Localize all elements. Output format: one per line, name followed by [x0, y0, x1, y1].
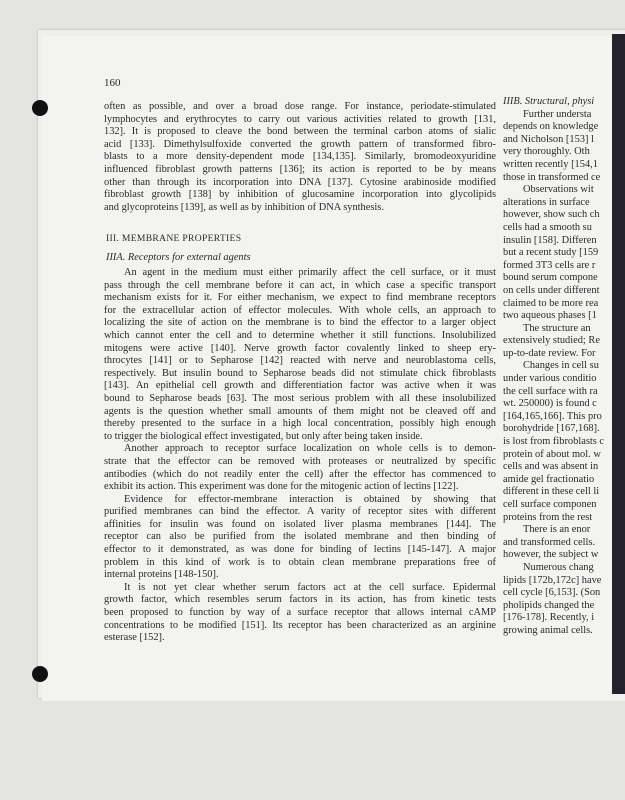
text-line: often as possible, and over a broad dose range. For instance, periodate-stimulated — [104, 101, 496, 112]
text-line: Further understa — [523, 108, 592, 120]
text-line: cells and was absent in — [503, 461, 599, 473]
text-line: and transformed cells. — [503, 536, 596, 548]
text-line: effector to it demonstrated, as was done for binding of lectins [145-147]. A major — [104, 544, 496, 556]
text-line: amide gel fractionatio — [503, 473, 595, 485]
text-line: problem in this kind of work is to obtain clean membrane preparations free of — [104, 556, 496, 568]
text-line: on cells under different — [503, 284, 600, 296]
text-line: influenced fibroblast growth patterns [136]; its action is reported to be by means — [104, 163, 496, 175]
text-line: but a recent study [159 — [503, 247, 599, 259]
text-line: to trigger the biological effect investigated, but only after being taken inside. — [104, 430, 423, 442]
text-line: which cannot enter the cell and to determine whether it still functions. Insolubilized — [104, 329, 496, 341]
text-line: internal proteins [148-150]. — [104, 569, 219, 581]
text-line: however, the subject w — [503, 549, 599, 561]
text-line: respectively. But insulin bound to Sepharose beads did not stimulate chick fibroblasts — [104, 367, 496, 379]
text-line: written recently [154,1 — [503, 158, 598, 170]
text-line: localizing the site of action on the membrane is to bind the effector to a larger object — [104, 317, 496, 329]
text-line: bound to Sepharose beads [63]. The most serious problem with all these insolubilized — [104, 392, 496, 404]
text-line: blasts to a more density-dependent mode [134,135]. Similarly, bromodeoxyuridine — [104, 151, 496, 163]
text-line: Evidence for effector-membrane interaction is obtained by showing that — [124, 493, 496, 505]
text-line: other than through its incorporation into DNA [137]. Cytosine arabinoside modified — [104, 176, 496, 188]
text-line: pass through the cell membrane before it can act, in which case a specific transport — [104, 279, 496, 291]
text-line: An agent in the medium must either primarily affect the cell surface, or it must — [124, 267, 496, 278]
text-line: the cell surface with ra — [503, 385, 598, 397]
right-column-text — [503, 96, 613, 638]
text-line: however, show such ch — [503, 209, 600, 221]
text-line: purified membranes can bind the effector. A varity of receptor sites with different — [104, 506, 496, 518]
text-line: growth factor, which resembles serum factors in its action, has from kinetic tests — [104, 594, 496, 606]
page-number: 160 — [104, 77, 121, 89]
text-line: [176-178]. Recently, i — [503, 612, 595, 624]
text-line: extensively studied; Re — [503, 335, 600, 347]
text-line: affinities for insulin was found on isolated liver plasma membranes [144]. The — [104, 518, 496, 530]
text-line: acid [133]. Dimethylsulfoxide converted the growth pattern of transformed fibro- — [104, 138, 496, 150]
text-line: been proposed to function by way of a surface receptor that allows internal cAMP — [104, 607, 496, 619]
binder-hole-top — [32, 100, 48, 116]
text-line: Observations wit — [523, 184, 594, 196]
text-line: borohydride [167,168]. — [503, 423, 600, 435]
text-line: bound serum compone — [503, 272, 598, 284]
text-line: There is an enor — [523, 524, 591, 536]
text-line: and glycoproteins [139], as well as by inhibition of DNA synthesis. — [104, 201, 384, 213]
text-line: [143]. An epithelial cell growth and differentiation factor was active when it was — [104, 380, 496, 392]
text-line: under various conditio — [503, 373, 597, 385]
text-line: mechanism exists for it. For either mechanism, we expect to find membrane receptors — [104, 292, 496, 304]
text-line: alterations in surface — [503, 196, 590, 208]
text-line: those in transformed ce — [503, 171, 601, 183]
text-line: lipids [172b,172c] have — [503, 574, 602, 586]
text-line: growing animal cells. — [503, 624, 593, 636]
text-line: [164,165,166]. This pro — [503, 410, 602, 422]
text-line: very thoroughly. Oth — [503, 146, 590, 158]
text-line: up-to-date review. For — [503, 347, 596, 359]
text-line: pholipids changed the — [503, 599, 595, 611]
text-line: thereby presented to the surface in a high local concentration, possibly high enough — [104, 418, 496, 430]
body-text — [104, 267, 496, 645]
text-line: fibroblast growth [138] by inhibition of glucosamine incorporation into glycolipids — [104, 189, 496, 201]
text-line: exhibit its action. This experiment was done for the mitogenic action of lectins [122]. — [104, 481, 459, 493]
text-line: protein of about mol. w — [503, 448, 601, 460]
text-line: cell surface componen — [503, 499, 597, 510]
text-line: esterase [152]. — [104, 632, 165, 644]
text-line: 132]. It is proposed to cleave the bond between the terminal carbon atoms of sialic — [104, 126, 496, 138]
text-line: IIIB. Structural, physi — [503, 96, 595, 107]
text-line: lymphocytes and erythrocytes to carry out various activities related to growth [131, — [104, 113, 496, 125]
text-line: different in these cell li — [503, 486, 600, 498]
intro-paragraph — [104, 101, 496, 214]
text-line: throcytes [141] or to Sepharose [142] reacted with nerve and neuroblastoma cells, — [104, 355, 496, 367]
text-line: two aqueous phases [1 — [503, 310, 597, 322]
text-line: insulin [158]. Differen — [503, 234, 597, 246]
text-line: It is not yet clear whether serum factors act at the cell surface. Epidermal — [124, 581, 496, 593]
text-line: strate that the effector can be removed with proteases or neutralized by specific — [104, 455, 496, 467]
binder-hole-bottom — [32, 666, 48, 682]
text-line: The structure an — [523, 322, 591, 334]
text-line: cells had a smooth su — [503, 221, 592, 233]
text-line: antibodies (which do not readily enter the cell) after the effector has commenced to — [104, 468, 496, 480]
text-line: for the extracellular action of effector molecules. With whole cells, an approach to — [104, 304, 496, 316]
section-heading: III. MEMBRANE PROPERTIES — [106, 233, 242, 244]
text-line: and Nicholson [153] l — [503, 133, 594, 145]
text-line: Another approach to receptor surface localization on whole cells is to demon- — [124, 443, 496, 455]
text-line: is lost from fibroblasts c — [503, 436, 605, 448]
text-line: depends on knowledge — [503, 121, 599, 133]
scanner-edge-strip — [612, 34, 625, 694]
text-line: Changes in cell su — [523, 360, 599, 372]
text-line: concentrations to be modified [151]. Its receptor has been characterized as an arginine — [104, 619, 496, 631]
text-line: receptor can also be purified from the isolated membrane and then binding of — [104, 531, 496, 543]
text-line: cell cycle [6,153]. (Son — [503, 587, 601, 599]
subsection-heading: IIIA. Receptors for external agents — [106, 252, 251, 263]
text-line: claimed to be more rea — [503, 297, 599, 309]
text-line: proteins from the rest — [503, 511, 593, 523]
text-line: Numerous chang — [523, 561, 594, 573]
text-line: wt. 250000) is found c — [503, 398, 597, 410]
text-line: agents is the question whether small amounts of them might not be cleaved off and — [104, 405, 496, 417]
text-line: mitogens were active [140]. Nerve growth factor covalently linked to sheep ery- — [104, 342, 496, 354]
text-line: formed 3T3 cells are r — [503, 259, 596, 271]
